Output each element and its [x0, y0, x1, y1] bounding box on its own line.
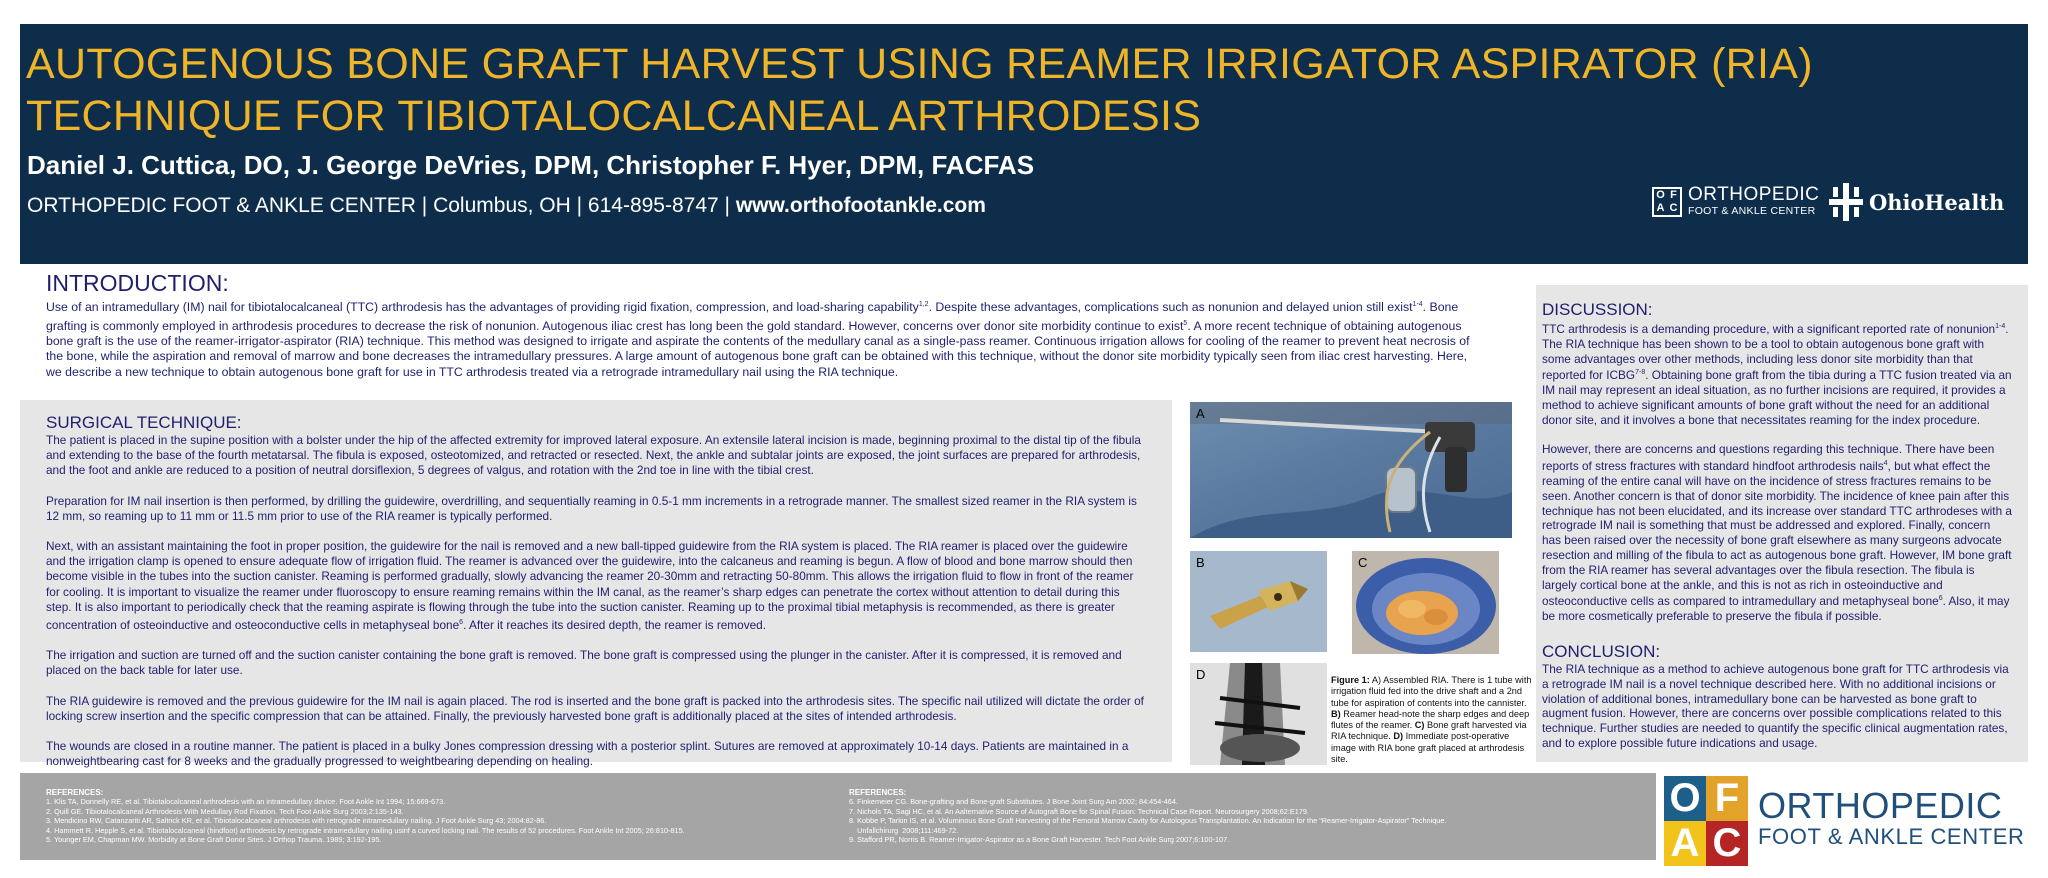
header-logo-line2: FOOT & ANKLE CENTER: [1688, 205, 1816, 217]
ohiohealth-logo: [1829, 183, 2004, 221]
surgical-paragraph: Preparation for IM nail insertion is then performed, by drilling the guidewire, overdrilling, and sequentially reaming in 0.5-1 mm increments in a retrograde manner. The smallest sized reamer in the RIA system is 12 mm, so reaming up to 11 mm or 11.5 mm prior to use of the RIA reamer is typically performed.: [46, 493, 1137, 523]
discussion-text: [1542, 320, 2012, 624]
website: www.orthofootankle.com: [735, 194, 986, 217]
surgical-paragraph: The RIA guidewire is removed and the previous guidewire for the IM nail is again placed. The rod is inserted and the bone graft is packed into the arthrodesis sites. The specific nail utilized will dictate the order of locking screw insertion and the specific compression that can be attained. Finally, the previously harvested bone graft is additionally placed at the sites of intended arthrodesis.: [46, 693, 1144, 723]
surgical-paragraph: The irrigation and suction are turned off and the suction canister containing the bone graft is removed. The bone graft is compressed using the plunger in the canister. After it is compressed, it is removed and placed on the back table for later use.: [46, 648, 1122, 678]
references-heading: REFERENCES:: [849, 788, 907, 797]
surgical-paragraph: Next, with an assistant maintaining the foot in proper position, the guidewire for the nail is removed and a new ball-tipped guidewire from the RIA system is placed. The RIA reamer is placed over the guidewire and the irrigation clamp is opened to ensure adequate flow of irrigation fluid. The reamer is advanced over the guidewire, into the calcaneus and reaming is begun. A flow of blood and bone marrow should then become visible in the tubes into the suction canister. Reaming is performed gradually, slowly advancing the reamer 20-30mm and retracting 50-80mm. This allows the irrigation fluid to flow in front of the reamer for cooling. It is important to visualize the reamer under fluoroscopy to ensure reaming remains within the IM canal, as the reamer’s sharp edges can penetrate the cortex without attention to detail during this step. It is also important to periodically check that the reaming aspirate is flowing through the tube into the suction canister. Reaming up to the proximal tibial metaphysis is recommended, as there is greater concentration of osteoinductive and osteoconductive cells in metaphyseal bone$^6$. After it reaches its desired depth, the reamer is removed.: [46, 539, 1134, 632]
surgical-paragraph: The wounds are closed in a routine manner. The patient is placed in a bulky Jones compression dressing with a posterior splint. Sutures are removed at approximately 10-14 days. Patients are maintained in a nonweightbearing cast for 8 weeks and the gradually progressed to weightbearing depending on healing.: [46, 738, 1129, 769]
surgical-text: [46, 433, 1146, 769]
reference-item: 9. Stafford PR, Norris B. Reamer-Irrigator-Aspirator as a Bone Graft Harvester. Tech Foot Ankle Surg 2007;6:100-107.: [849, 835, 1230, 845]
discussion-heading: DISCUSSION:: [1542, 300, 1653, 319]
discussion-paragraph: TTC arthrodesis is a demanding procedure, with a significant reported rate of nonunion$^{1-4}$. The RIA technique has been shown to be a tool to obtain autogenous bone graft with some advantages over other methods, including less donor site morbidity than that reported for ICBG$^{7-8}$. Obtaining bone graft from the tibia during a TTC fusion treated via an IM nail may represent an ideal situation, as no further incisions are required, it provides a method to achieve significant amounts of bone graft without the need for an additional donor site, and it involves a bone that necessitates reaming for the index procedure.: [1542, 321, 2012, 427]
surgical-paragraph: The patient is placed in the supine position with a bolster under the hip of the affected extremity for improved lateral exposure. An extensile lateral incision is made, beginning proximal to the distal tip of the fibula and extending to the base of the fourth metatarsal. The fibula is exposed, osteotomized, and retracted or resected. Next, the ankle and subtalar joints are exposed, the joint surfaces are prepared for arthrodesis, and the foot and ankle are reduced to a position of neutral dorsiflexion, 5 degrees of valgus, and rotation with the 2nd toe in line with the tibial crest.: [46, 433, 1141, 478]
reference-item: 7. Nichols TA, Sagi HC, et al. An Aalternative Source of Autograft Bone for Spinal Fusion: Technical Case Report. Neurosurgery 2008;62:E179.: [849, 806, 1309, 816]
reference-item: 6. Finkemeier CG. Bone-grafting and Bone-graft Substitutes. J Bone Joint Surg Am 2002; 84:454-464.: [849, 797, 1178, 807]
footer-ofac-logo: [1664, 775, 2028, 865]
figure-label-c: C: [1358, 555, 1368, 570]
header-ofac-logo: [1652, 185, 1819, 218]
reference-item: 2. Quill GE. Tibiotalocalcaneal Arthrodesis With Medullary Rod Fixation. Tech Foot Ankle Surg 2003;2:135-143.: [46, 806, 404, 816]
references-heading: REFERENCES:: [46, 788, 104, 797]
footer-logo-line2: FOOT & ANKLE CENTER: [1758, 824, 2025, 849]
authors: Daniel J. Cuttica, DO, J. George DeVries, DPM, Christopher F. Hyer, DPM, FACFAS: [27, 150, 1035, 180]
reference-item: Unfallchirurg 2008;111:469-72.: [849, 825, 959, 835]
figure-d-postop-xray: [1190, 663, 1327, 765]
reference-item: 4. Hammett R, Hepple S, et al. Tibiotalocalcaneal (hindfoot) arthrodesis by retrograde intramedullary nailing usinf a curved locking nail. The results of 52 procedures. Foot Ankle Int 2005; 26:810-815.: [46, 825, 685, 835]
ria-device-image: [1190, 402, 1512, 538]
ofac-mark-icon: O F A C: [1652, 187, 1682, 217]
figure-b-reamer-head: [1190, 551, 1327, 652]
affiliation: [27, 194, 986, 218]
header-logo-line1: ORTHOPEDIC: [1688, 184, 1820, 205]
affiliation-text: ORTHOPEDIC FOOT & ANKLE CENTER | Columbus, OH | 614-895-8747 |: [27, 194, 736, 217]
references-left: [46, 788, 826, 844]
title-line-1: AUTOGENOUS BONE GRAFT HARVEST USING REAMER IRRIGATOR ASPIRATOR (RIA): [26, 40, 1813, 88]
references-right: [849, 788, 1649, 844]
surgical-technique-section: [46, 413, 1146, 784]
introduction-text: Use of an intramedullary (IM) nail for tibiotalocalcaneal (TTC) arthrodesis has the advantages of providing rigid fixation, compression, and load-sharing capability$^{1,2}$. Despite these advantages, complications such as nonunion and delayed union still exist$^{1-4}$. Bone grafting is commonly employed in arthrodesis procedures to decrease the risk of nonunion. Autogenous iliac crest has long been the gold standard. However, concerns over donor site morbidity continue to exist$^5$. A more recent technique of obtaining autogenous bone graft is the use of the reamer-irrigator-aspirator (RIA) technique. This method was designed to irrigate and aspirate the contents of the medullary canal as a single-pass reamer. Continuous irrigation allows for cooling of the reamer to prevent heat necrosis of the bone, while the aspiration and removal of marrow and bone decreases the intramedullary pressures. A large amount of autogenous bone graft can be obtained with this technique, without the donor site morbidity typically seen from iliac crest harvesting. Here, we describe a new technique to obtain autogenous bone graft for use in TTC arthrodesis treated via a retrograde intramedullary nail using the RIA technique.: [46, 300, 1470, 379]
discussion-section: [1542, 300, 2012, 639]
conclusion-text: The RIA technique as a method to achieve autogenous bone graft for TTC arthrodesis via a retrograde IM nail is a novel technique described here. With no additional incisions or violation of additional bones, intramedullary bone can be harvested as bone graft to augment fusion. However, there are concerns over possible complications related to this technique. Further studies are needed to quantify the specific clinical augmentation rates, and to explore possible future indications and usage.: [1542, 662, 2009, 750]
introduction-section: [46, 270, 1486, 380]
figure-label-a: A: [1196, 406, 1205, 421]
figure-label-b: B: [1196, 555, 1205, 570]
xray-image: [1190, 663, 1327, 765]
figure-a-assembled-ria: [1190, 402, 1512, 538]
conclusion-heading: CONCLUSION:: [1542, 642, 1661, 661]
reference-item: 1. Klis TA, Donnelly RE, et al. Tibiotalocalcaneal arthrodesis with an intramedullary device. Foot Ankle Int 1994; 15:669-673.: [46, 797, 446, 807]
ofac-footer-mark-icon: O F A C: [1664, 776, 1748, 860]
figure-label-d: D: [1196, 667, 1206, 682]
poster-title: [26, 38, 1926, 142]
reamer-head-image: [1190, 551, 1327, 652]
footer-logo-line1: ORTHOPEDIC: [1758, 785, 2003, 826]
ohiohealth-mark-icon: [1829, 183, 1863, 221]
figure-c-bone-graft: [1352, 551, 1499, 654]
reference-item: 5. Younger EM, Chapman MW. Morbidity at Bone Graft Donor Sites. J Orthop Trauma. 1989; 3:192-195.: [46, 835, 382, 845]
bone-graft-image: [1352, 551, 1499, 654]
introduction-heading: INTRODUCTION:: [46, 270, 229, 296]
title-line-2: TECHNIQUE FOR TIBIOTALOCALCANEAL ARTHRODESIS: [26, 92, 1202, 140]
reference-item: 3. Mendicino RW, Catanzariti AR, Saltrick KR, et al. Tibiotalocalcaneal arthrodesis with retrograde intramedullary nailing. J Foot Ankle Surg 43; 2004:82-86.: [46, 816, 547, 826]
figure-caption: Figure 1: A) Assembled RIA. There is 1 tube with irrigation fluid fed into the drive shaft and a 2nd tube for aspiration of contents into the cannister. B) Reamer head-note the sharp edges and deep flutes of the reamer. C) Bone graft harvested via RIA technique. D) Immediate post-operative image with RIA bone graft placed at arthrodesis site.: [1331, 675, 1532, 765]
discussion-paragraph: However, there are concerns and questions regarding this technique. There have been reports of stress fractures with standard hindfoot arthrodesis nails$^4$, but what effect the reaming of the entire canal will have on the incidence of stress fractures remains to be seen. Another concern is that of donor site morbidity. The incidence of knee pain after this technique has not been elucidated, and its increase over standard TTC arthrodeses with a retrograde IM nail is something that must be addressed and explored. Finally, concern has been raised over the necessity of bone graft elsewhere as many surgeons advocate resection and milling of the fibula to act as autogenous bone graft. However, IM bone graft from the RIA reamer has several advantages over the fibula resection. The fibula is largely cortical bone at the ankle, and this is not as rich in osteoinductive and osteoconductive cells as compared to intramedullary and metaphyseal bone$^6$. Also, it may be more cosmetically preferable to preserve the fibula if possible.: [1542, 442, 2012, 624]
ohiohealth-text: OhioHealth: [1869, 189, 2005, 215]
reference-item: 8. Kobbe P, Tarkin IS, et al. Voluminous Bone Graft Harvesting of the Femoral Marrow Cavity for Autologous Transplantation. An Indication for the “Reamer-Irrigator-Aspirator” Technique.: [849, 816, 1447, 826]
surgical-heading: SURGICAL TECHNIQUE:: [46, 413, 242, 432]
conclusion-section: [1542, 642, 2012, 751]
